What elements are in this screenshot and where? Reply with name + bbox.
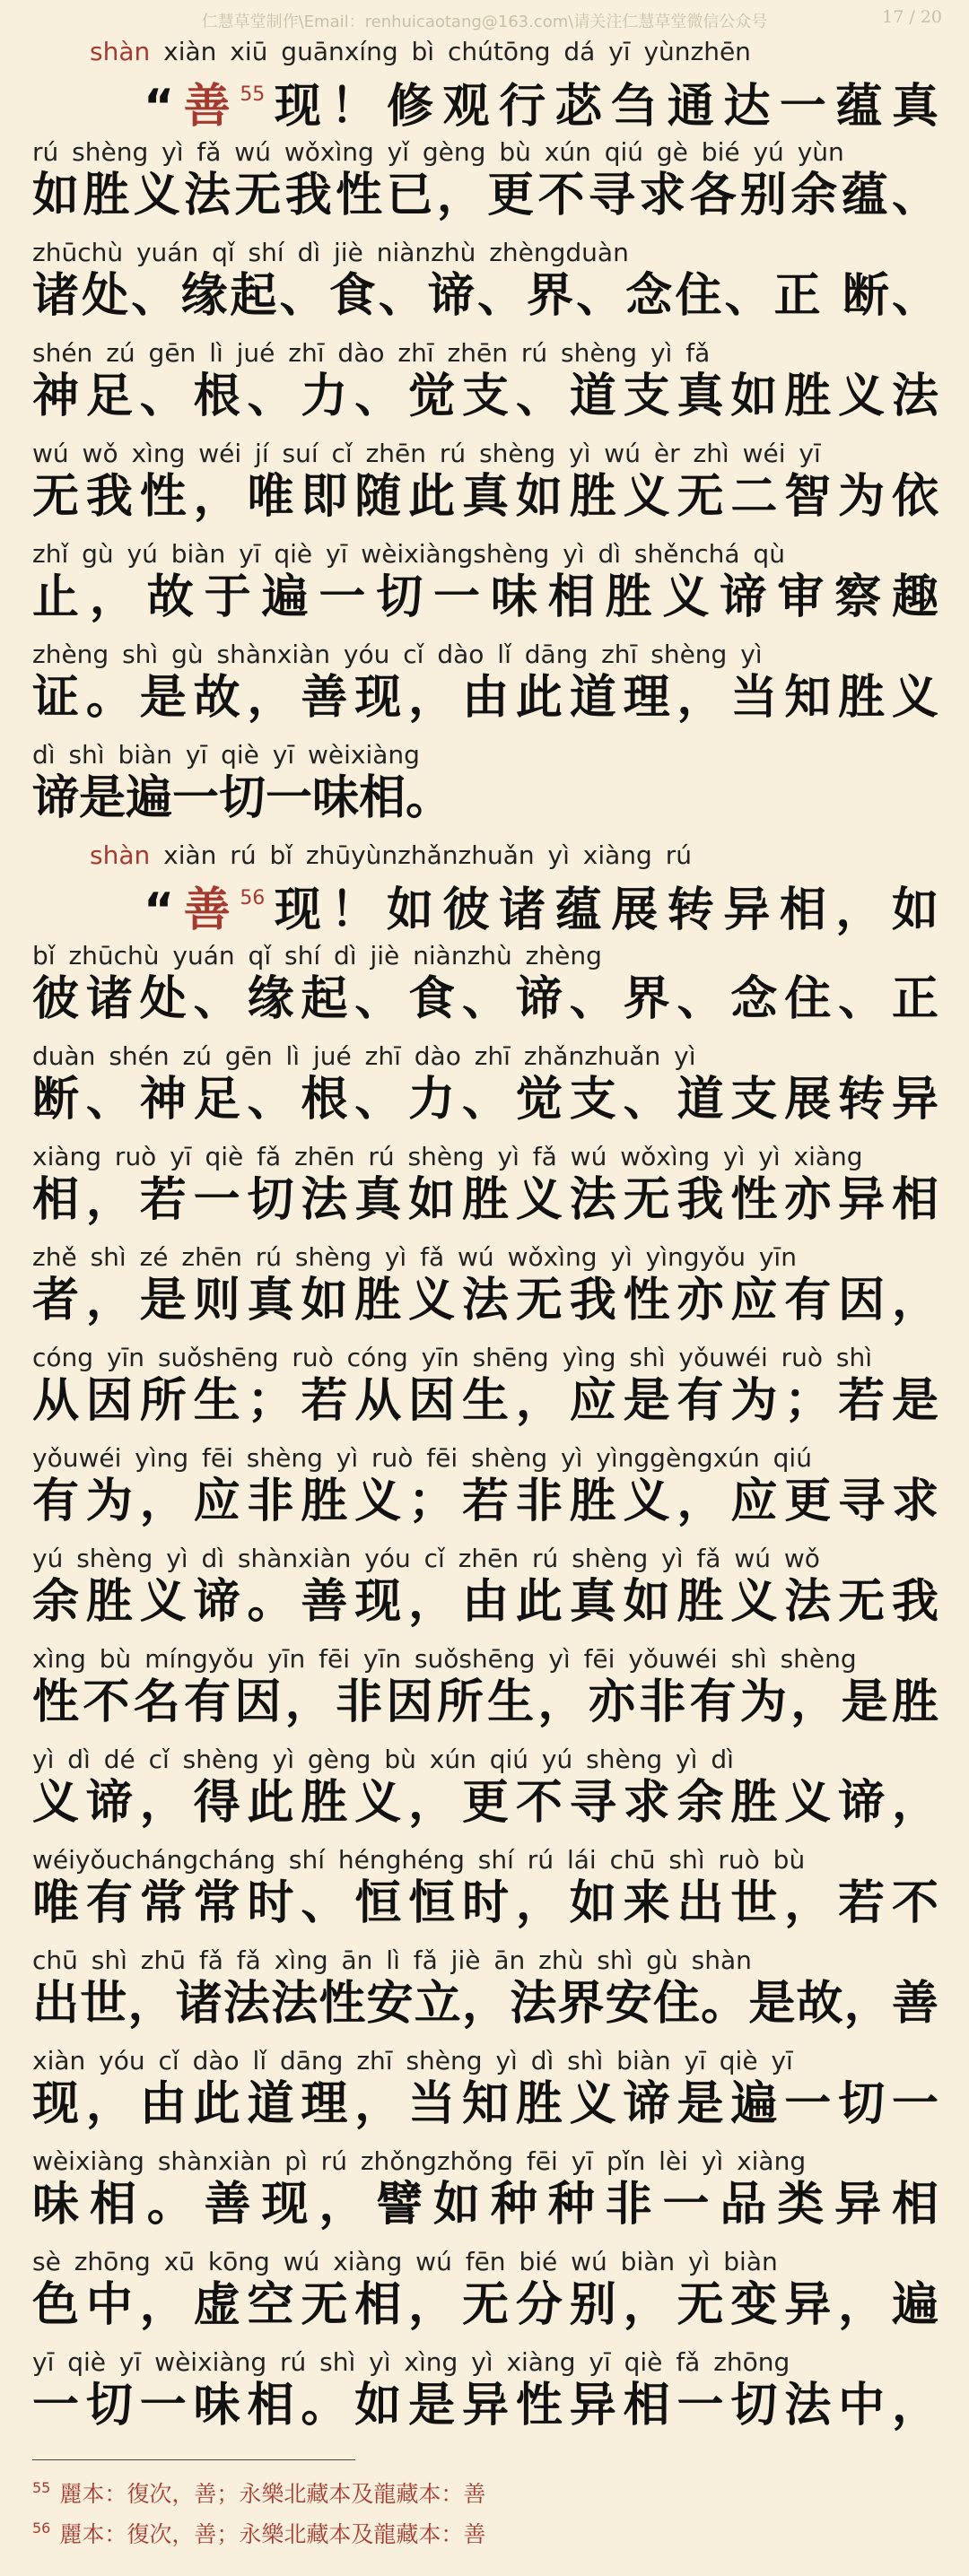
text-line	[32, 538, 938, 639]
pinyin-text: xiàn xiū guānxíng bì chútōng dá yī yùnzhēn	[163, 37, 751, 66]
footnote-item	[32, 2511, 938, 2552]
pinyin-annotation	[32, 2246, 938, 2278]
text-line	[32, 1040, 938, 1141]
hanzi-text	[32, 2077, 938, 2131]
pinyin-text: bǐ zhūchù yuán qǐ shí dì jiè niànzhù zhèng	[32, 941, 602, 970]
hanzi-line-text: 神足、根、力、觉支、道支真如胜义法	[32, 370, 938, 423]
text-line	[32, 2346, 938, 2447]
text-line	[32, 438, 938, 538]
pinyin-text: yì dì dé cǐ shèng yì gèng bù xún qiú yú shèng yì dì	[32, 1745, 734, 1774]
pinyin-annotation	[32, 2045, 938, 2077]
pinyin-text: yǒuwéi yìng fēi shèng yì ruò fēi shèng yì yìnggèngxún qiú	[32, 1443, 812, 1473]
text-line	[32, 1543, 938, 1643]
footnote-reference[interactable]: 56	[240, 887, 266, 909]
pinyin-accent: shàn	[90, 840, 151, 870]
pinyin-text: zhǐ gù yú biàn yī qiè yī wèixiàngshèng yì dì shěnchá qù	[32, 539, 785, 569]
hanzi-text	[32, 570, 938, 624]
pinyin-annotation	[32, 940, 938, 972]
hanzi-text	[32, 470, 938, 524]
hanzi-line-text: 断、神足、根、力、觉支、道支展转异	[32, 1073, 938, 1127]
pinyin-annotation	[32, 739, 938, 771]
pinyin-text: zhèng shì gù shànxiàn yóu cǐ dào lǐ dāng zhī shèng yì	[32, 640, 763, 669]
pinyin-annotation	[32, 1643, 938, 1675]
hanzi-line-text: 一切一味相。如是异性异相一切法中，	[32, 2379, 938, 2432]
hanzi-line-text: 如胜义法无我性已，更不寻求各别余蕴、	[32, 169, 938, 222]
text-line	[32, 2045, 938, 2145]
pinyin-text: yú shèng yì dì shànxiàn yóu cǐ zhēn rú shèng yì fǎ wú wǒ	[32, 1544, 820, 1573]
hanzi-text	[32, 1675, 938, 1729]
pinyin-annotation	[32, 1945, 938, 1977]
pinyin-text: wéiyǒuchángcháng shí hénghéng shí rú lái chū shì ruò bù	[32, 1845, 806, 1875]
text-line	[32, 639, 938, 739]
pinyin-annotation	[90, 840, 885, 872]
hanzi-text	[32, 169, 938, 222]
pinyin-text: wèixiàng shànxiàn pì rú zhǒngzhǒng fēi yī pǐn lèi yì xiàng	[32, 2146, 807, 2176]
pinyin-annotation	[32, 1744, 938, 1776]
hanzi-text	[144, 872, 938, 937]
footnote-text: 麗本：復次，善；永樂北藏本及龍藏本：善	[59, 2481, 486, 2507]
hanzi-line-text: 味相。善现，譬如种种非一品类异相	[32, 2178, 938, 2232]
pinyin-text: xiàn rú bǐ zhūyùnzhǎnzhuǎn yì xiàng rú	[163, 840, 692, 870]
footnote-text: 麗本：復次，善；永樂北藏本及龍藏本：善	[59, 2521, 486, 2547]
text-line	[32, 1141, 938, 1241]
pinyin-annotation	[32, 1141, 938, 1173]
pinyin-text: sè zhōng xū kōng wú xiàng wú fēn bié wú biàn yì biàn	[32, 2247, 778, 2276]
hanzi-line-text: 现！修观行苾刍通达一蕴真	[265, 80, 938, 134]
hanzi-line-text: 彼诸处、缘起、食、谛、界、念住、正	[32, 972, 938, 1026]
highlighted-character: 善	[174, 883, 240, 937]
pinyin-text: dì shì biàn yī qiè yī wèixiàng	[32, 740, 420, 770]
hanzi-line-text: 证。是故，善现，由此道理，当知胜义	[32, 671, 938, 725]
pinyin-annotation	[32, 2145, 938, 2178]
pinyin-annotation	[32, 237, 938, 269]
pinyin-text: shén zú gēn lì jué zhī dào zhī zhēn rú shèng yì fǎ	[32, 338, 711, 368]
hanzi-line-text: 现！如彼诸蕴展转异相，如	[265, 883, 938, 937]
hanzi-line-text: 从因所生；若从因生，应是有为；若是	[32, 1374, 938, 1428]
hanzi-text	[32, 1575, 938, 1629]
pinyin-annotation	[32, 2346, 938, 2379]
pinyin-text: zhūchù yuán qǐ shí dì jiè niànzhù zhèngduàn	[32, 238, 629, 267]
pinyin-annotation	[32, 1543, 938, 1575]
pinyin-annotation	[32, 1040, 938, 1073]
pinyin-annotation	[32, 136, 938, 169]
hanzi-text	[32, 1274, 938, 1327]
hanzi-text	[32, 1977, 938, 2031]
header-watermark-text: 仁慧草堂制作\Email：renhuicaotang@163.com\请关注仁慧草堂微信公众号	[201, 13, 768, 31]
page-number: 17 / 20	[882, 7, 942, 27]
hanzi-line-text: 性不名有因，非因所生，亦非有为，是胜	[32, 1675, 938, 1729]
pinyin-text: xiàn yóu cǐ dào lǐ dāng zhī shèng yì dì shì biàn yī qiè yī	[32, 2046, 793, 2076]
footnote-number: 55	[32, 2479, 51, 2496]
hanzi-line-text: 出世，诸法法性安立，法界安住。是故，善	[32, 1977, 938, 2031]
pinyin-text: yī qiè yī wèixiàng rú shì yì xìng yì xiàng yī qiè fǎ zhōng	[32, 2347, 790, 2377]
text-line	[32, 1442, 938, 1543]
pinyin-text: zhě shì zé zhēn rú shèng yì fǎ wú wǒxìng yì yìngyǒu yīn	[32, 1242, 797, 1272]
text-line	[32, 739, 938, 840]
pinyin-text: rú shèng yì fǎ wú wǒxìng yǐ gèng bù xún qiú gè bié yú yùn	[32, 137, 844, 167]
text-line	[32, 1643, 938, 1744]
pinyin-text: xìng bù míngyǒu yīn fēi yīn suǒshēng yì fēi yǒuwéi shì shèng	[32, 1644, 857, 1674]
footnote-item	[32, 2471, 938, 2511]
pinyin-annotation	[32, 438, 938, 470]
hanzi-text	[144, 68, 938, 134]
hanzi-line-text: 诸处、缘起、食、谛、界、念住、正 断、	[32, 269, 938, 323]
hanzi-line-text: 余胜义谛。善现，由此真如胜义法无我	[32, 1575, 938, 1629]
pinyin-annotation	[90, 36, 885, 68]
footnotes	[32, 2459, 938, 2552]
pinyin-annotation	[32, 1342, 938, 1374]
pinyin-accent: shàn	[90, 37, 151, 66]
page-header	[0, 0, 969, 39]
text-line	[32, 136, 938, 237]
open-quote: “	[144, 883, 175, 937]
pinyin-annotation	[32, 639, 938, 671]
text-line	[32, 1844, 938, 1945]
hanzi-line-text: 现，由此道理，当知胜义谛是遍一切一	[32, 2077, 938, 2131]
hanzi-text	[32, 2178, 938, 2232]
hanzi-text	[32, 1475, 938, 1528]
pinyin-annotation	[32, 1442, 938, 1475]
pinyin-annotation	[32, 1241, 938, 1274]
text-line	[32, 2246, 938, 2346]
pinyin-text: duàn shén zú gēn lì jué zhī dào zhī zhǎnzhuǎn yì	[32, 1041, 696, 1071]
text-line	[32, 237, 938, 337]
text-line	[90, 840, 938, 940]
hanzi-text	[32, 1173, 938, 1227]
pinyin-text: wú wǒ xìng wéi jí suí cǐ zhēn rú shèng yì wú èr zhì wéi yī	[32, 439, 821, 468]
pinyin-text: cóng yīn suǒshēng ruò cóng yīn shēng yìng shì yǒuwéi ruò shì	[32, 1343, 873, 1372]
hanzi-text	[32, 1374, 938, 1428]
text-line	[32, 1744, 938, 1844]
pinyin-annotation	[32, 1844, 938, 1876]
footnote-reference[interactable]: 55	[240, 83, 266, 106]
hanzi-text	[32, 1776, 938, 1830]
hanzi-line-text: 谛是遍一切一味相。	[32, 771, 453, 825]
open-quote: “	[144, 80, 175, 134]
hanzi-text	[32, 2379, 938, 2432]
text-line	[32, 1945, 938, 2045]
text-line	[32, 1241, 938, 1342]
footnote-divider	[32, 2459, 355, 2460]
hanzi-text	[32, 972, 938, 1026]
hanzi-line-text: 者，是则真如胜义法无我性亦应有因，	[32, 1274, 938, 1327]
hanzi-text	[32, 370, 938, 423]
hanzi-line-text: 唯有常常时、恒恒时，如来出世，若不	[32, 1876, 938, 1930]
text-line	[32, 1342, 938, 1442]
hanzi-text	[32, 771, 938, 825]
hanzi-text	[32, 1073, 938, 1127]
hanzi-text	[32, 1876, 938, 1930]
hanzi-line-text: 色中，虚空无相，无分别，无变异，遍	[32, 2278, 938, 2332]
hanzi-text	[32, 2278, 938, 2332]
hanzi-line-text: 止，故于遍一切一味相胜义谛审察趣	[32, 570, 938, 624]
hanzi-line-text: 无我性，唯即随此真如胜义无二智为依	[32, 470, 938, 524]
hanzi-line-text: 相，若一切法真如胜义法无我性亦异相	[32, 1173, 938, 1227]
hanzi-line-text: 有为，应非胜义；若非胜义，应更寻求	[32, 1475, 938, 1528]
hanzi-text	[32, 671, 938, 725]
pinyin-text: xiàng ruò yī qiè fǎ zhēn rú shèng yì fǎ wú wǒxìng yì yì xiàng	[32, 1142, 863, 1171]
text-line	[32, 940, 938, 1040]
highlighted-character: 善	[174, 80, 240, 134]
pinyin-annotation	[32, 337, 938, 370]
hanzi-line-text: 义谛，得此胜义，更不寻求余胜义谛，	[32, 1776, 938, 1830]
hanzi-text	[32, 269, 938, 323]
pinyin-annotation	[32, 538, 938, 570]
footnote-number: 56	[32, 2519, 51, 2537]
text-line	[32, 337, 938, 438]
text-line	[90, 36, 938, 136]
pinyin-text: chū shì zhū fǎ fǎ xìng ān lì fǎ jiè ān zhù shì gù shàn	[32, 1945, 752, 1975]
text-line	[32, 2145, 938, 2246]
